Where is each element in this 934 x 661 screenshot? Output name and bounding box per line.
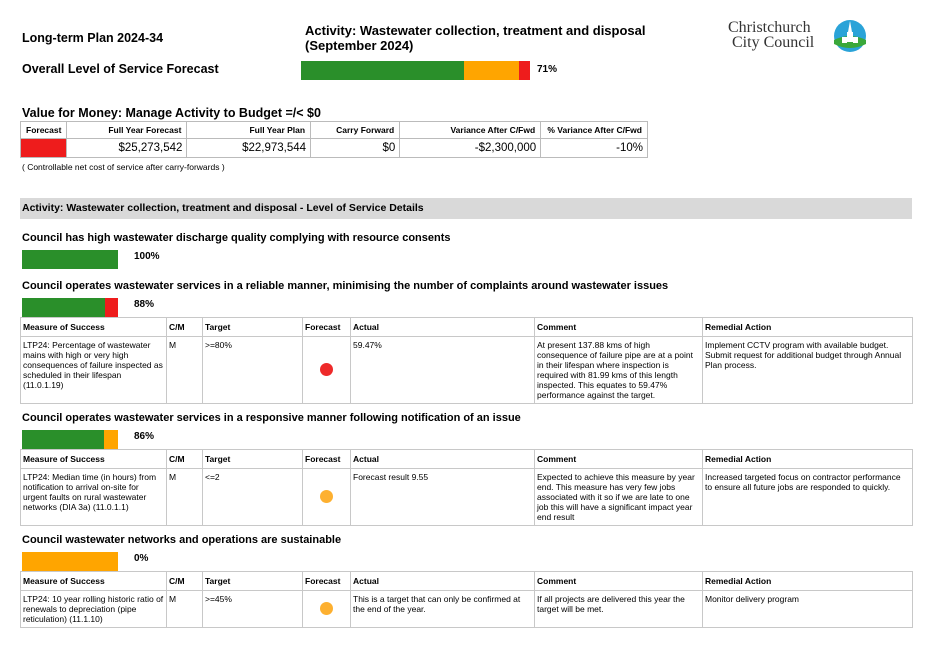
forecast-amber-status-icon [320, 602, 333, 615]
bar-segment-red [519, 61, 530, 80]
forecast-cell [303, 337, 351, 404]
col-header: Measure of Success [21, 318, 167, 337]
col-header: C/M [167, 450, 203, 469]
full-year-forecast: $25,273,542 [67, 139, 187, 158]
table-row [21, 469, 913, 526]
comment-cell: Expected to achieve this measure by year end. This measure has very few jobs associated with it so if we are late to one job this will have a significant impact year end result [535, 469, 703, 526]
variance-after-cfwd: -$2,300,000 [400, 139, 541, 158]
budget-forecast-flag [21, 139, 67, 158]
forecast-cell [303, 469, 351, 526]
measure-cell: LTP24: Median time (in hours) from notification to arrival on-site for urgent faults on rural wastewater networks (DIA 3a) (11.0.1.1) [21, 469, 167, 526]
col-header: Target [203, 572, 303, 591]
forecast-amber-status-icon [320, 490, 333, 503]
los-bar [22, 250, 118, 269]
overall-forecast-bar [301, 61, 530, 80]
logo-line-1: Christchurch [728, 19, 811, 36]
measure-table [20, 571, 913, 628]
cm-cell: M [167, 337, 203, 404]
col-header: Forecast [303, 572, 351, 591]
los-bar [22, 430, 118, 449]
bar-segment-green [22, 250, 118, 269]
bar-segment-green [22, 430, 104, 449]
plan-title: Long-term Plan 2024-34 [22, 31, 164, 45]
target-cell: >=45% [203, 591, 303, 628]
measure-header-row [21, 450, 913, 469]
los-title: Council operates wastewater services in a responsive manner following notification of an issue [22, 412, 521, 424]
full-year-plan: $22,973,544 [187, 139, 311, 158]
col-header: Comment [535, 450, 703, 469]
budget-header: Carry Forward [311, 122, 400, 139]
budget-header: Full Year Plan [187, 122, 311, 139]
overall-forecast-pct: 71% [537, 64, 558, 75]
remedial-cell: Monitor delivery program [703, 591, 913, 628]
col-header: Actual [351, 572, 535, 591]
col-header: Measure of Success [21, 572, 167, 591]
measure-table [20, 449, 913, 526]
col-header: Target [203, 318, 303, 337]
budget-header-row [21, 122, 648, 139]
measure-header-row [21, 318, 913, 337]
actual-cell: This is a target that can only be confirmed at the end of the year. [351, 591, 535, 628]
measure-table [20, 317, 913, 404]
target-cell: >=80% [203, 337, 303, 404]
bar-segment-orange [464, 61, 519, 80]
actual-cell: 59.47% [351, 337, 535, 404]
forecast-red-status-icon [320, 363, 333, 376]
los-pct: 88% [134, 299, 155, 310]
los-pct: 86% [134, 431, 155, 442]
bar-segment-red [105, 298, 118, 317]
bar-segment-green [301, 61, 464, 80]
budget-header: Variance After C/Fwd [400, 122, 541, 139]
budget-header: % Variance After C/Fwd [541, 122, 648, 139]
col-header: Forecast [303, 318, 351, 337]
table-row [21, 337, 913, 404]
los-bar [22, 552, 118, 571]
los-title: Council operates wastewater services in a reliable manner, minimising the number of complaints around wastewater issues [22, 280, 669, 292]
budget-note: ( Controllable net cost of service after carry-forwards ) [22, 162, 225, 172]
forecast-cell [303, 591, 351, 628]
los-title: Council has high wastewater discharge quality complying with resource consents [22, 232, 451, 244]
col-header: Remedial Action [703, 318, 913, 337]
col-header: Remedial Action [703, 572, 913, 591]
col-header: Actual [351, 318, 535, 337]
measure-cell: LTP24: Percentage of wastewater mains with high or very high consequences of failure inspected as scheduled in their lifespan (11.0.1.19) [21, 337, 167, 404]
col-header: Measure of Success [21, 450, 167, 469]
target-cell: <=2 [203, 469, 303, 526]
col-header: Target [203, 450, 303, 469]
comment-cell: If all projects are delivered this year the target will be met. [535, 591, 703, 628]
col-header: Comment [535, 572, 703, 591]
vfm-title: Value for Money: Manage Activity to Budget =/< $0 [22, 106, 321, 120]
pct-variance-after-cfwd: -10% [541, 139, 648, 158]
budget-header: Forecast [21, 122, 67, 139]
cm-cell: M [167, 591, 203, 628]
remedial-cell: Increased targeted focus on contractor performance to ensure all future jobs are responded to quickly. [703, 469, 913, 526]
budget-table [20, 121, 648, 158]
council-logo [728, 20, 868, 54]
budget-value-row [21, 139, 648, 158]
col-header: Forecast [303, 450, 351, 469]
christchurch-cathedral-logo-icon [832, 18, 868, 54]
col-header: Remedial Action [703, 450, 913, 469]
bar-segment-orange [104, 430, 118, 449]
comment-cell: At present 137.88 kms of high consequence of failure pipe are at a point in their lifespan where inspection is required with 81.99 kms of this length inspected. This equates to 59.47% performance against the target. [535, 337, 703, 404]
cm-cell: M [167, 469, 203, 526]
carry-forward: $0 [311, 139, 400, 158]
budget-header: Full Year Forecast [67, 122, 187, 139]
overall-forecast-label: Overall Level of Service Forecast [22, 62, 219, 76]
section-title: Activity: Wastewater collection, treatment and disposal - Level of Service Details [20, 198, 912, 219]
bar-segment-orange [22, 552, 118, 571]
table-row [21, 591, 913, 628]
bar-segment-green [22, 298, 105, 317]
col-header: Actual [351, 450, 535, 469]
measure-cell: LTP24: 10 year rolling historic ratio of renewals to depreciation (pipe reticulation) (11.1.10) [21, 591, 167, 628]
remedial-cell: Implement CCTV program with available budget. Submit request for additional budget through Annual Plan process. [703, 337, 913, 404]
measure-header-row [21, 572, 913, 591]
col-header: C/M [167, 318, 203, 337]
col-header: Comment [535, 318, 703, 337]
los-pct: 0% [134, 553, 149, 564]
activity-title: Activity: Wastewater collection, treatment and disposal (September 2024) [305, 23, 646, 53]
logo-line-2: City Council [732, 34, 815, 51]
los-bar [22, 298, 118, 317]
los-pct: 100% [134, 251, 160, 262]
los-title: Council wastewater networks and operations are sustainable [22, 534, 342, 546]
actual-cell: Forecast result 9.55 [351, 469, 535, 526]
col-header: C/M [167, 572, 203, 591]
